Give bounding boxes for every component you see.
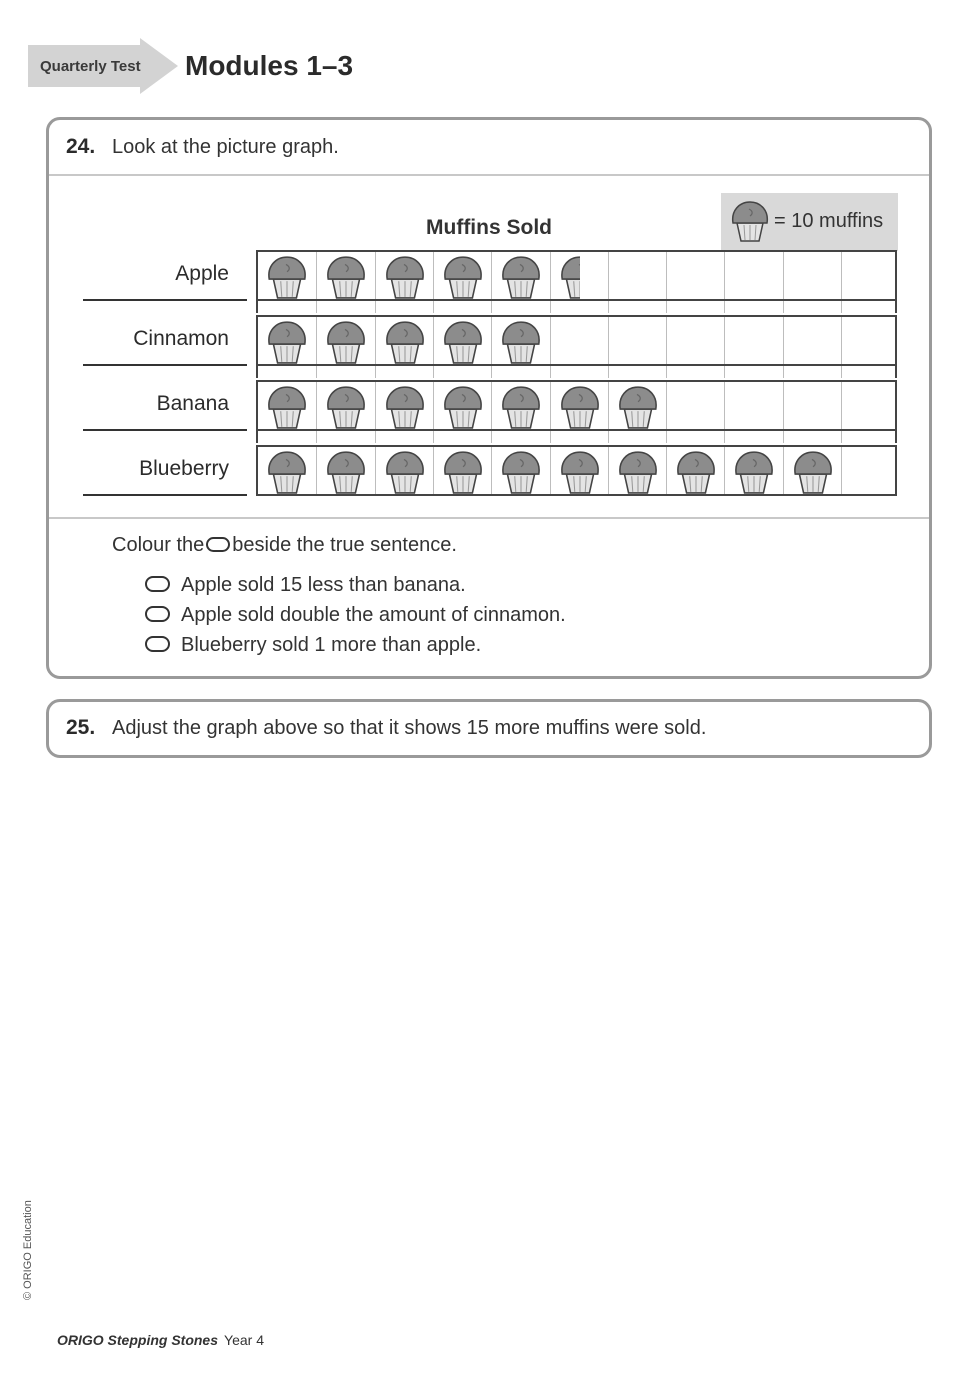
copyright-text: © ORIGO Education — [22, 1200, 34, 1300]
muffin-icon — [499, 384, 543, 430]
graph-cell[interactable] — [841, 382, 899, 429]
graph-cell[interactable] — [433, 382, 491, 429]
graph-cell[interactable] — [724, 447, 782, 494]
grid-line — [608, 431, 609, 443]
graph-cell[interactable] — [841, 317, 899, 364]
graph-cell[interactable] — [491, 382, 549, 429]
grid-line — [491, 301, 492, 313]
grid-line — [550, 431, 551, 443]
grid-line — [491, 366, 492, 378]
half-muffin-icon — [558, 254, 602, 300]
grid-line — [666, 301, 667, 313]
graph-cell[interactable] — [316, 382, 374, 429]
graph-cell[interactable] — [375, 447, 433, 494]
graph-cell[interactable] — [666, 447, 724, 494]
muffin-icon — [499, 254, 543, 300]
grid-line — [550, 366, 551, 378]
question-24-box — [46, 117, 932, 679]
question-prompt: Adjust the graph above so that it shows 15 more muffins were sold. — [112, 717, 707, 739]
question-25-box — [46, 699, 932, 758]
grid-line — [841, 301, 842, 313]
graph-cell[interactable] — [783, 382, 841, 429]
graph-cell[interactable] — [258, 447, 316, 494]
quarterly-test-tag — [28, 38, 178, 94]
grid-line — [375, 431, 376, 443]
grid-line — [375, 301, 376, 313]
grid-line — [783, 431, 784, 443]
graph-cell[interactable] — [724, 317, 782, 364]
muffin-icon — [265, 384, 309, 430]
graph-cell[interactable] — [783, 447, 841, 494]
footer — [57, 1332, 264, 1348]
muffin-icon — [674, 449, 718, 495]
graph-cell[interactable] — [608, 382, 666, 429]
graph-row-gap — [256, 301, 897, 313]
muffin-icon — [791, 449, 835, 495]
row-label-underline — [83, 364, 247, 366]
graph-title: Muffins Sold — [426, 216, 552, 239]
graph-cell[interactable] — [841, 252, 899, 299]
muffin-icon — [441, 449, 485, 495]
muffin-icon — [383, 449, 427, 495]
grid-line — [724, 366, 725, 378]
graph-cell[interactable] — [375, 252, 433, 299]
grid-line — [316, 301, 317, 313]
muffin-icon — [265, 319, 309, 365]
grid-line — [666, 431, 667, 443]
graph-key — [721, 193, 898, 251]
graph-cell[interactable] — [550, 447, 608, 494]
graph-row-banana[interactable] — [256, 380, 897, 431]
muffin-icon — [499, 319, 543, 365]
graph-key-text: = 10 muffins — [774, 210, 884, 232]
graph-cell[interactable] — [491, 317, 549, 364]
grid-line — [433, 431, 434, 443]
muffin-icon — [558, 449, 602, 495]
instruction-before: Colour the — [112, 534, 205, 556]
graph-cell[interactable] — [491, 447, 549, 494]
grid-line — [783, 301, 784, 313]
question-number: 25. — [66, 716, 96, 739]
grid-line — [433, 366, 434, 378]
graph-cell[interactable] — [550, 382, 608, 429]
row-label-underline — [83, 494, 247, 496]
answer-option-text: Apple sold 15 less than banana. — [181, 574, 466, 596]
instruction-text — [112, 534, 457, 557]
muffin-icon — [383, 319, 427, 365]
graph-cell[interactable] — [783, 317, 841, 364]
grid-line — [608, 366, 609, 378]
answer-oval[interactable] — [145, 576, 170, 592]
graph-row-gap — [256, 431, 897, 443]
graph-row-gap — [256, 366, 897, 378]
muffin-icon — [499, 449, 543, 495]
graph-cell[interactable] — [316, 447, 374, 494]
muffin-icon — [324, 254, 368, 300]
muffin-icon — [383, 384, 427, 430]
row-label-cinnamon: Cinnamon — [133, 327, 229, 350]
graph-cell[interactable] — [608, 252, 666, 299]
graph-cell[interactable] — [666, 252, 724, 299]
muffin-icon — [324, 449, 368, 495]
instruction-after: beside the true sentence. — [232, 534, 457, 556]
muffin-icon — [616, 384, 660, 430]
graph-cell[interactable] — [433, 447, 491, 494]
muffin-icon — [324, 384, 368, 430]
answer-option-text: Apple sold double the amount of cinnamon. — [181, 604, 566, 626]
question-24-header — [49, 120, 929, 176]
grid-line — [841, 431, 842, 443]
footer-year: Year 4 — [224, 1332, 264, 1348]
row-label-blueberry: Blueberry — [139, 457, 229, 480]
row-label-apple: Apple — [175, 262, 229, 285]
oval-icon — [206, 537, 230, 552]
muffin-icon — [265, 449, 309, 495]
graph-cell[interactable] — [608, 447, 666, 494]
graph-cell[interactable] — [550, 317, 608, 364]
graph-cell[interactable] — [375, 317, 433, 364]
footer-brand: ORIGO Stepping Stones — [57, 1332, 219, 1348]
muffin-icon — [732, 449, 776, 495]
muffin-icon — [616, 449, 660, 495]
graph-cell[interactable] — [724, 382, 782, 429]
answer-oval[interactable] — [145, 636, 170, 652]
graph-cell[interactable] — [491, 252, 549, 299]
grid-line — [666, 366, 667, 378]
graph-cell[interactable] — [724, 252, 782, 299]
row-label-underline — [83, 299, 247, 301]
tag-label: Quarterly Test — [40, 58, 141, 75]
graph-row-cinnamon[interactable] — [256, 315, 897, 366]
graph-cell[interactable] — [666, 317, 724, 364]
graph-cell[interactable] — [375, 382, 433, 429]
answer-option-3[interactable] — [145, 634, 481, 657]
graph-cell[interactable] — [550, 252, 608, 299]
graph-cell[interactable] — [783, 252, 841, 299]
muffin-icon — [729, 199, 771, 243]
muffin-icon — [441, 319, 485, 365]
graph-cell[interactable] — [433, 317, 491, 364]
muffin-icon — [324, 319, 368, 365]
graph-cell[interactable] — [666, 382, 724, 429]
graph-cell[interactable] — [841, 447, 899, 494]
muffin-icon — [441, 254, 485, 300]
graph-cell[interactable] — [316, 317, 374, 364]
grid-line — [724, 431, 725, 443]
answer-oval[interactable] — [145, 606, 170, 622]
question-number: 24. — [66, 135, 96, 158]
grid-line — [375, 366, 376, 378]
muffin-icon — [265, 254, 309, 300]
grid-line — [783, 366, 784, 378]
graph-cell[interactable] — [608, 317, 666, 364]
grid-line — [316, 431, 317, 443]
muffin-icon — [441, 384, 485, 430]
answer-option-1[interactable] — [145, 574, 466, 597]
row-label-banana: Banana — [156, 392, 229, 415]
graph-cell[interactable] — [433, 252, 491, 299]
grid-line — [316, 366, 317, 378]
muffin-icon — [383, 254, 427, 300]
grid-line — [841, 366, 842, 378]
grid-line — [550, 301, 551, 313]
grid-line — [608, 301, 609, 313]
graph-row-apple[interactable] — [256, 250, 897, 301]
answer-option-2[interactable] — [145, 604, 566, 627]
page-title: Modules 1–3 — [185, 50, 354, 81]
section-divider — [49, 517, 929, 519]
graph-row-blueberry[interactable] — [256, 445, 897, 496]
grid-line — [433, 301, 434, 313]
row-label-underline — [83, 429, 247, 431]
question-prompt: Look at the picture graph. — [112, 136, 339, 158]
graph-cell[interactable] — [316, 252, 374, 299]
graph-cell[interactable] — [258, 382, 316, 429]
graph-cell[interactable] — [258, 252, 316, 299]
graph-cell[interactable] — [258, 317, 316, 364]
answer-option-text: Blueberry sold 1 more than apple. — [181, 634, 482, 656]
grid-line — [724, 301, 725, 313]
muffin-icon — [558, 384, 602, 430]
grid-line — [491, 431, 492, 443]
